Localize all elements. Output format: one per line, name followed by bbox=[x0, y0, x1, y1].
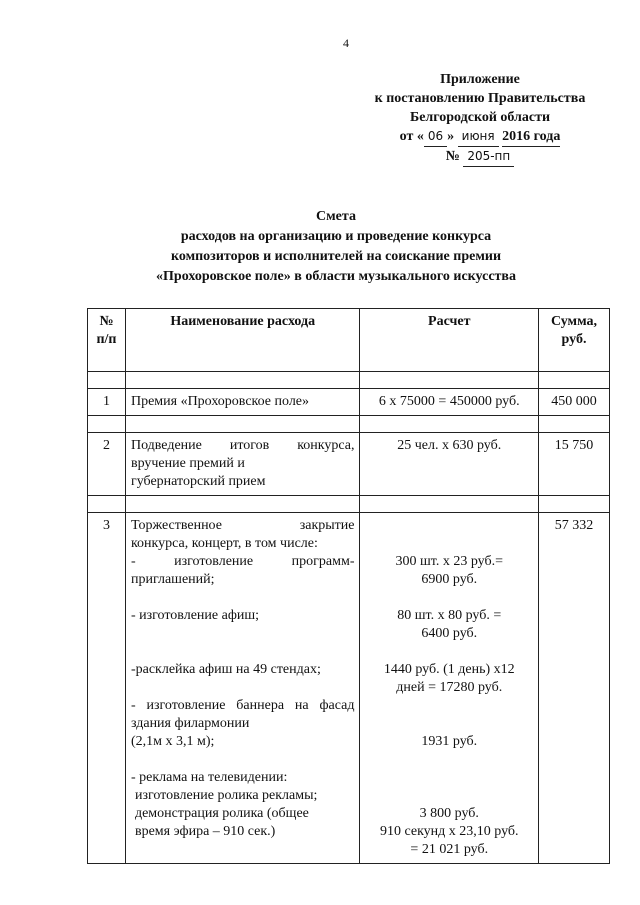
appendix-region-line: Белгородской области bbox=[409, 110, 551, 125]
header-num: № п/п bbox=[88, 309, 126, 372]
date-mid: » bbox=[447, 129, 455, 144]
subitem-calc: 1440 руб. (1 день) х12 bbox=[383, 662, 515, 677]
row-name-line: Торжественное закрытие bbox=[130, 518, 355, 533]
date-month: июня bbox=[458, 127, 499, 147]
row-sum: 450 000 bbox=[539, 389, 610, 416]
appendix-date-line bbox=[340, 127, 620, 147]
row-name bbox=[125, 513, 360, 864]
table-row bbox=[88, 389, 610, 416]
row-calc: 6 х 75000 = 450000 руб. bbox=[360, 389, 539, 416]
row-sum: 57 332 bbox=[539, 513, 610, 864]
title-line-1: Смета bbox=[316, 209, 356, 224]
subitem-line: приглашений; bbox=[130, 572, 215, 587]
row-num: 3 bbox=[88, 513, 126, 864]
estimate-table bbox=[87, 308, 610, 864]
table-header-row bbox=[88, 309, 610, 372]
subitem-calc: 1931 руб. bbox=[421, 734, 478, 749]
header-name: Наименование расхода bbox=[125, 309, 360, 372]
title-line-2: расходов на организацию и проведение конкурса bbox=[180, 229, 492, 244]
subitem-calc: 80 шт. х 80 руб. = bbox=[397, 608, 502, 623]
subitem-calc: 6900 руб. bbox=[421, 572, 478, 587]
subitem-calc: 910 секунд х 23,10 руб. bbox=[379, 824, 519, 839]
row-num: 1 bbox=[88, 389, 126, 416]
row-calc: 25 чел. х 630 руб. bbox=[360, 433, 539, 496]
subitem-line: время эфира – 910 сек.) bbox=[134, 824, 276, 839]
subitem-line: - реклама на телевидении: bbox=[130, 770, 288, 785]
subitem-calc: 3 800 руб. bbox=[419, 806, 479, 821]
appendix-number-line bbox=[340, 147, 620, 167]
row-calc bbox=[360, 513, 539, 864]
appendix-block bbox=[340, 70, 620, 167]
appendix-resolution-line: к постановлению Правительства bbox=[374, 91, 586, 106]
row-num: 2 bbox=[88, 433, 126, 496]
subitem-calc: = 21 021 руб. bbox=[410, 842, 489, 857]
document-title bbox=[130, 207, 542, 287]
row-name-line: Подведение итогов конкурса, bbox=[130, 438, 355, 453]
subitem-line: (2,1м х 3,1 м); bbox=[130, 734, 215, 749]
table-spacer-row bbox=[88, 496, 610, 513]
subitem-line: изготовление ролика рекламы; bbox=[134, 788, 318, 803]
appendix-title: Приложение bbox=[440, 72, 520, 87]
row-name bbox=[125, 433, 360, 496]
row-name: Премия «Прохоровское поле» bbox=[125, 389, 360, 416]
page-number: 4 bbox=[343, 36, 349, 50]
date-prefix: от « bbox=[399, 129, 424, 144]
row-name-line: губернаторский прием bbox=[130, 474, 266, 489]
table-row bbox=[88, 433, 610, 496]
row-name-line: конкурса, концерт, в том числе: bbox=[130, 536, 318, 551]
date-day: 06 bbox=[424, 127, 447, 147]
subitem-line: здания филармонии bbox=[130, 716, 250, 731]
subitem-line: - изготовление программ- bbox=[130, 554, 355, 569]
title-line-4: «Прохоровское поле» в области музыкального искусства bbox=[156, 269, 516, 284]
subitem-line: - изготовление афиш; bbox=[130, 608, 260, 623]
number-prefix: № bbox=[445, 149, 460, 164]
row-name-line: вручение премий и bbox=[130, 456, 245, 471]
table-spacer-row bbox=[88, 372, 610, 389]
number-value: 205-пп bbox=[463, 147, 514, 167]
subitem-line: -расклейка афиш на 49 стендах; bbox=[130, 662, 321, 677]
header-calc: Расчет bbox=[360, 309, 539, 372]
subitem-calc: 300 шт. х 23 руб.= bbox=[395, 554, 503, 569]
table-spacer-row bbox=[88, 416, 610, 433]
subitem-line: - изготовление баннера на фасад bbox=[130, 698, 355, 713]
subitem-calc: дней = 17280 руб. bbox=[396, 680, 503, 695]
row-sum: 15 750 bbox=[539, 433, 610, 496]
date-year: 2016 года bbox=[502, 127, 560, 147]
subitem-line: демонстрация ролика (общее bbox=[134, 806, 309, 821]
title-line-3: композиторов и исполнителей на соискание премии bbox=[170, 249, 502, 264]
table-row bbox=[88, 513, 610, 864]
header-sum: Сумма, руб. bbox=[539, 309, 610, 372]
subitem-calc: 6400 руб. bbox=[421, 626, 478, 641]
